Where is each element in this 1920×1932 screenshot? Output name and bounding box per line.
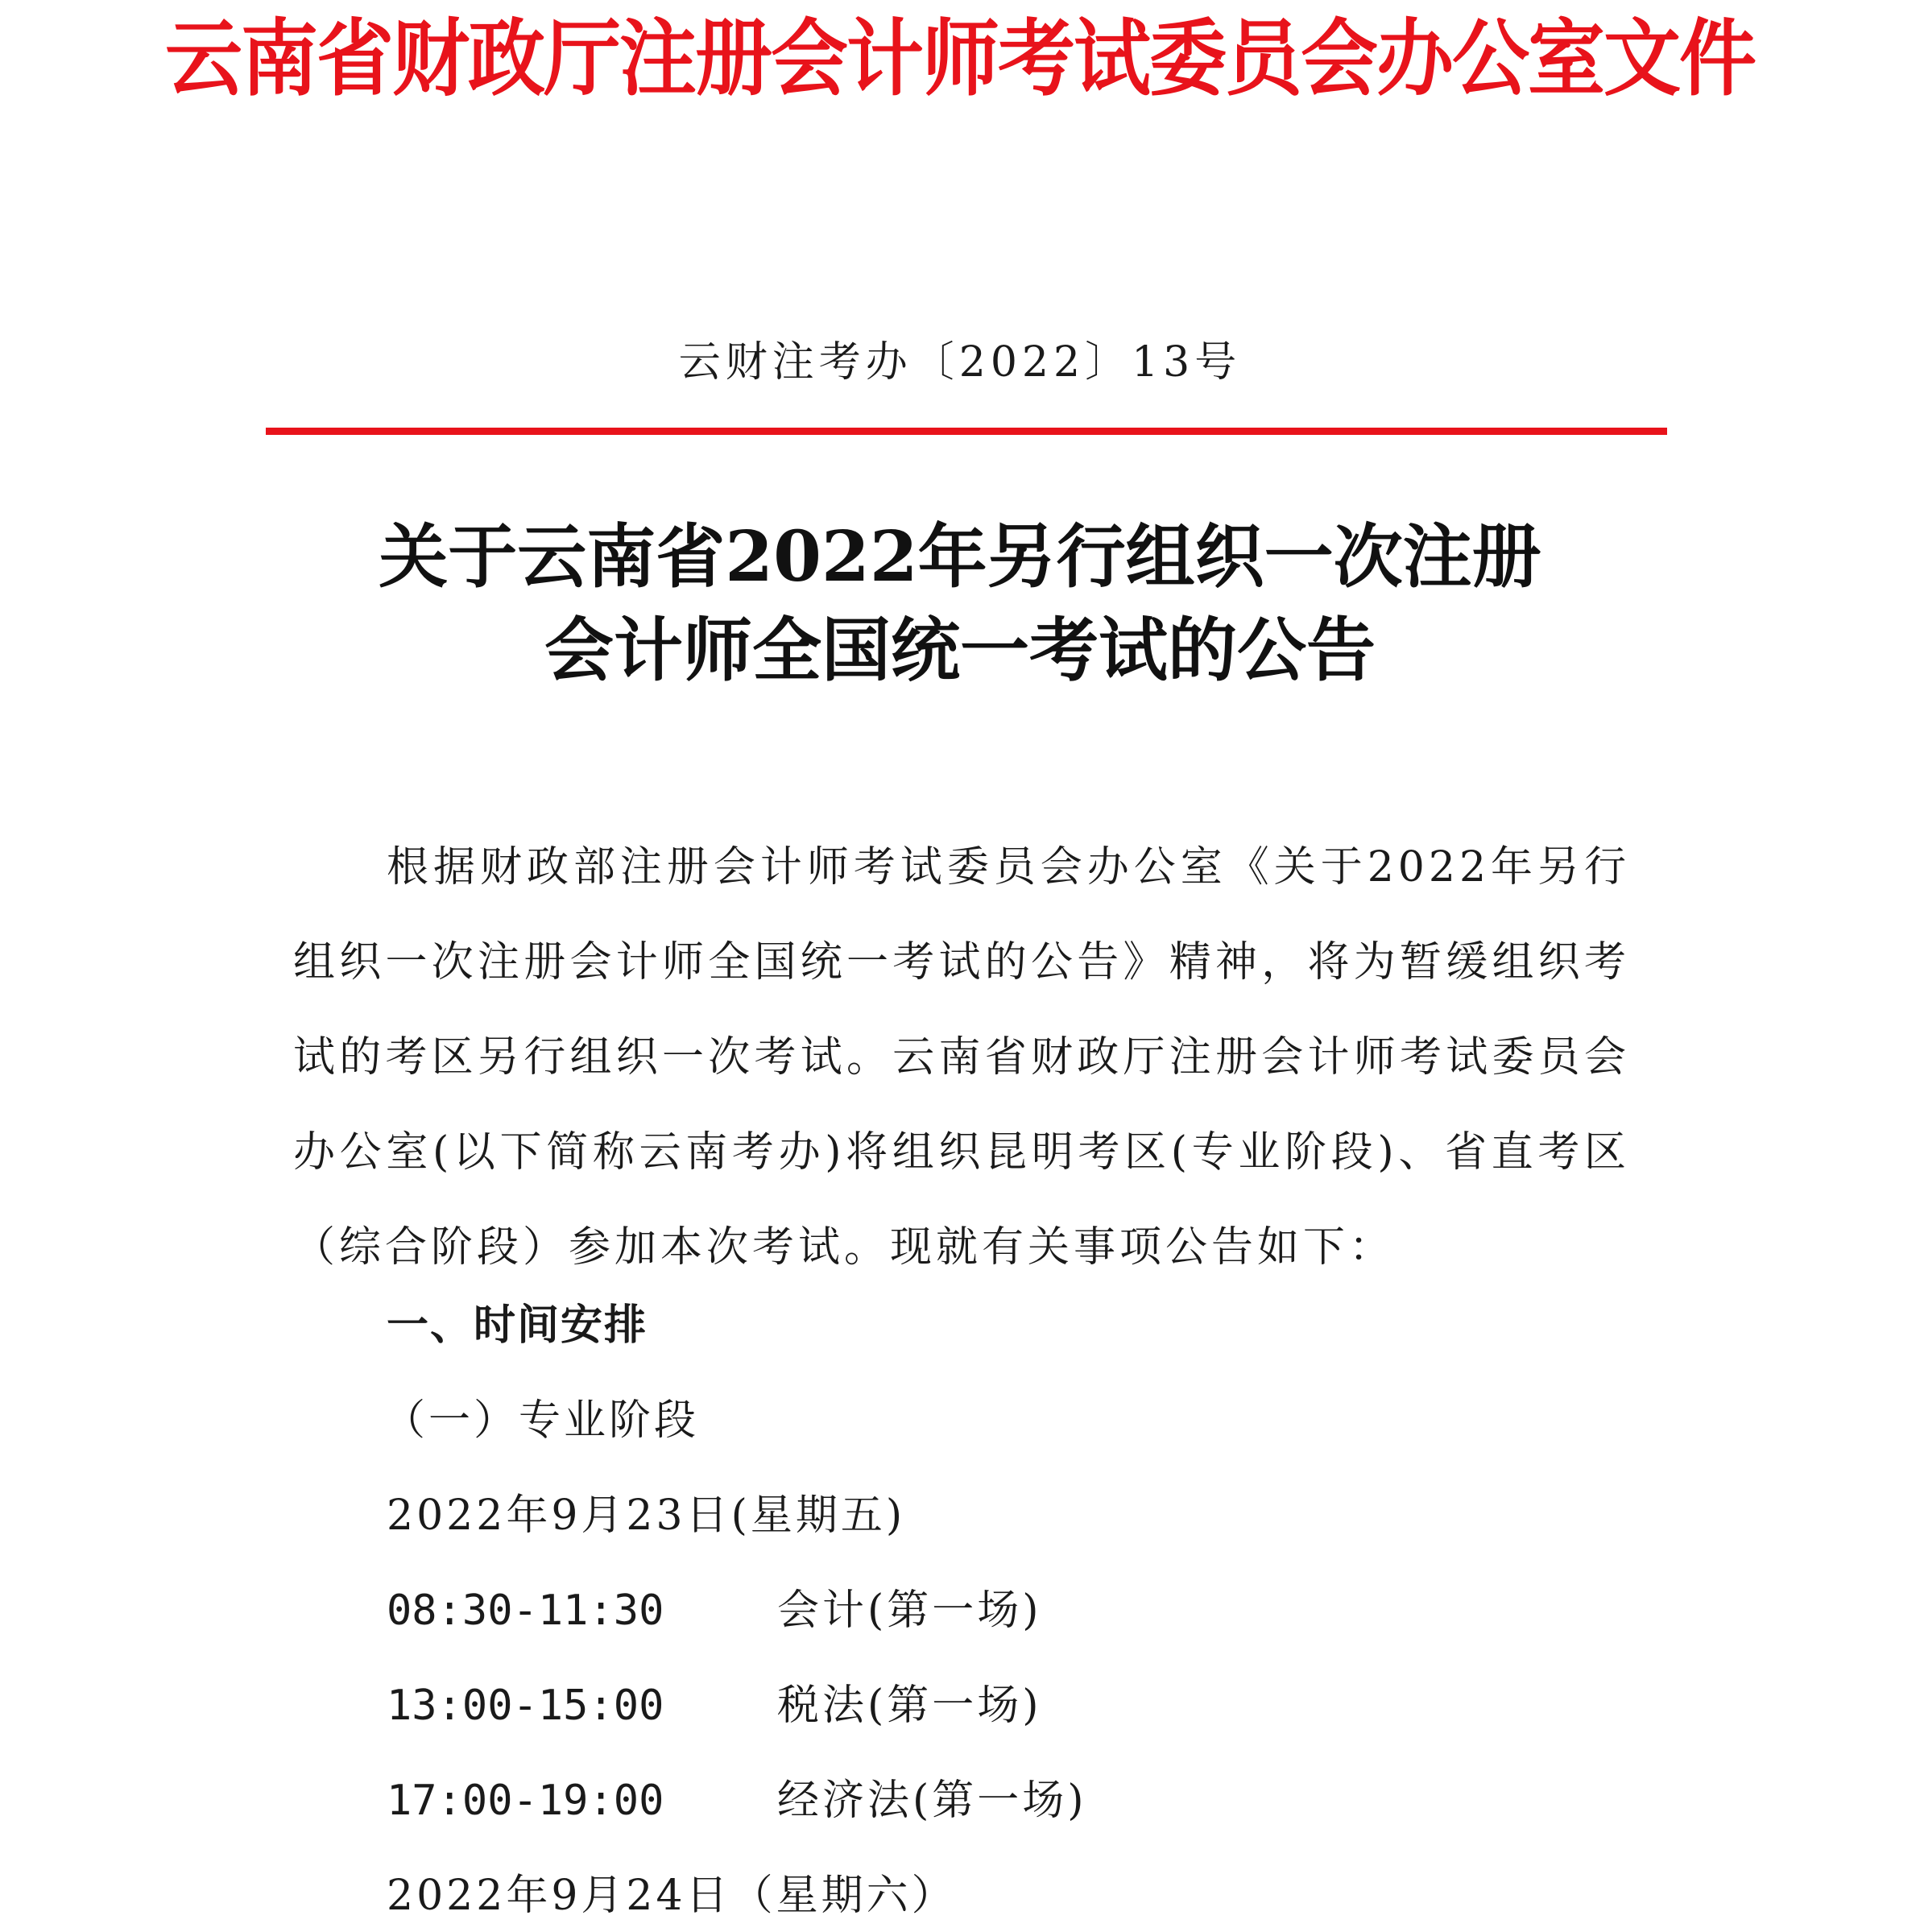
exam-date-day1: 2022年9月23日(星期五) [387,1491,906,1540]
session-subject: 税法(第一场) [777,1682,1042,1730]
exam-date-day2: 2022年9月24日（星期六） [387,1872,957,1920]
exam-session-row [387,1585,1042,1636]
title-line-1: 关于云南省2022年另行组织一次注册 [379,516,1541,598]
session-subject: 经济法(第一场) [777,1777,1087,1825]
section-heading-time-schedule: 一、时间安排 [387,1301,648,1350]
red-separator-rule [266,428,1667,435]
document-masthead: 云南省财政厅注册会计师考试委员会办公室文件 [165,9,1755,108]
session-subject: 会计(第一场) [777,1587,1042,1635]
session-time: 08:30-11:30 [387,1587,664,1635]
subsection-heading-professional-stage: （一）专业阶段 [383,1396,700,1445]
session-time: 13:00-15:00 [387,1682,664,1730]
exam-session-row [387,1775,1087,1827]
exam-session-row [387,1680,1042,1731]
intro-paragraph: 根据财政部注册会计师考试委员会办公室《关于2022年另行组织一次注册会计师全国统一考试的公告》精神，将为暂缓组织考试的考区另行组织一次考试。云南省财政厅注册会计师考试委员会办公室(以下简称云南考办)将组织昆明考区(专业阶段)、省直考区（综合阶段）参加本次考试。现就有关事项公告如下： [293,843,1630,1272]
document-number: 云财注考办〔2022〕13号 [678,338,1242,387]
session-time: 17:00-19:00 [387,1777,664,1825]
document-title [0,511,1920,697]
title-line-2: 会计师全国统一考试的公告 [544,610,1376,691]
